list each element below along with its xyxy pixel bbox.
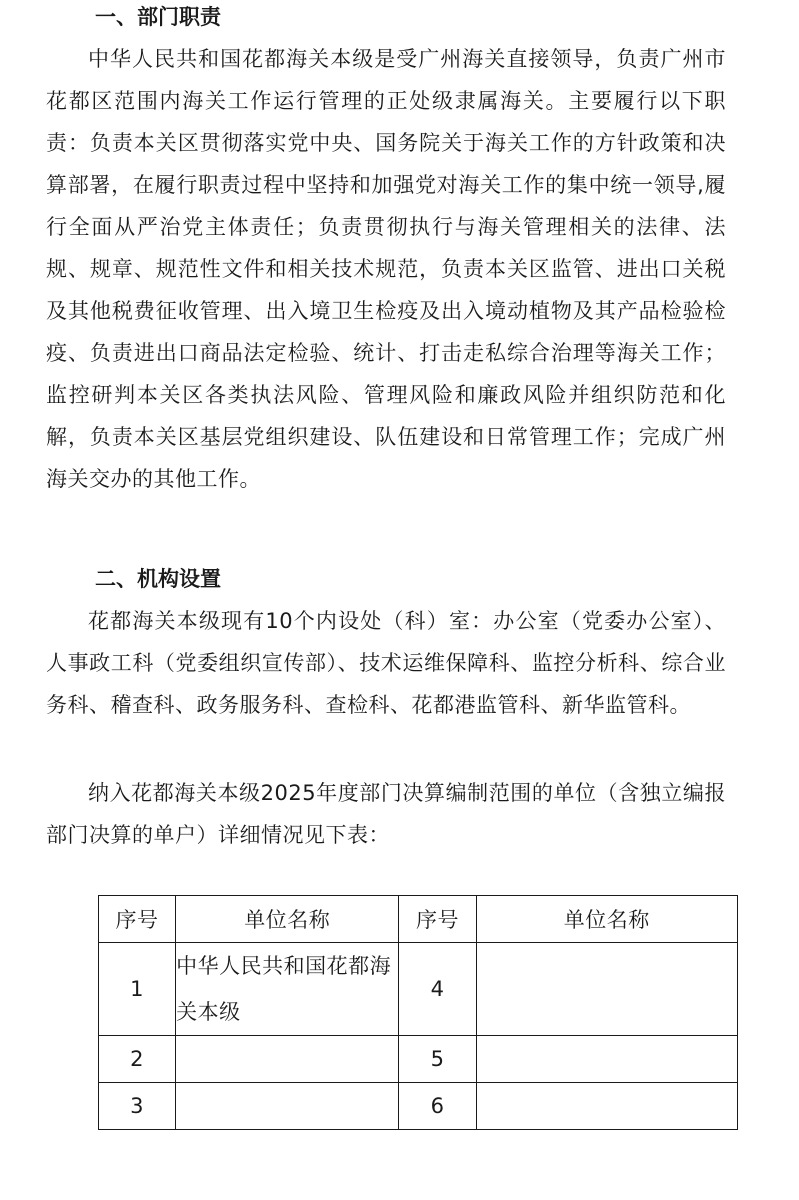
table-row (99, 1083, 738, 1130)
table-header-row (99, 896, 738, 943)
cell-unit-name (176, 1036, 399, 1083)
header-serial-right: 序号 (399, 896, 476, 943)
cell-serial: 6 (399, 1083, 476, 1130)
header-serial-left: 序号 (99, 896, 176, 943)
header-unit-name-right: 单位名称 (476, 896, 737, 943)
organization-paragraph: 花都海关本级现有10个内设处（科）室：办公室（党委办公室）、人事政工科（党委组织宣传部）、技术运维保障科、监控分析科、综合业务科、稽查科、政务服务科、查检科、花都港监管科、新华监管科。 (46, 609, 726, 717)
section-heading-duties: 一、部门职责 (95, 5, 221, 29)
cell-serial: 2 (99, 1036, 176, 1083)
cell-unit-name (176, 1083, 399, 1130)
units-table (98, 895, 738, 1130)
table-row (99, 943, 738, 1036)
duties-paragraph: 中华人民共和国花都海关本级是受广州海关直接领导，负责广州市花都区范围内海关工作运行管理的正处级隶属海关。主要履行以下职责：负责本关区贯彻落实党中央、国务院关于海关工作的方针政策和决算部署，在履行职责过程中坚持和加强党对海关工作的集中统一领导,履行全面从严治党主体责任；负责贯彻执行与海关管理相关的法律、法规、规章、规范性文件和相关技术规范，负责本关区监管、进出口关税及其他税费征收管理、出入境卫生检疫及出入境动植物及其产品检验检疫、负责进出口商品法定检验、统计、打击走私综合治理等海关工作；监控研判本关区各类执法风险、管理风险和廉政风险并组织防范和化解，负责本关区基层党组织建设、队伍建设和日常管理工作；完成广州海关交办的其他工作。 (46, 47, 726, 491)
cell-unit-name (476, 1036, 737, 1083)
cell-serial: 1 (99, 943, 176, 1036)
cell-serial: 3 (99, 1083, 176, 1130)
cell-unit-name (476, 943, 737, 1036)
scope-paragraph: 纳入花都海关本级2025年度部门决算编制范围的单位（含独立编报部门决算的单户）详细情况见下表： (46, 781, 726, 847)
cell-serial: 5 (399, 1036, 476, 1083)
section-heading-organization: 二、机构设置 (95, 567, 221, 591)
header-unit-name-left: 单位名称 (176, 896, 399, 943)
cell-serial: 4 (399, 943, 476, 1036)
cell-unit-name (476, 1083, 737, 1130)
table-row (99, 1036, 738, 1083)
cell-unit-name: 中华人民共和国花都海关本级 (176, 943, 399, 1036)
